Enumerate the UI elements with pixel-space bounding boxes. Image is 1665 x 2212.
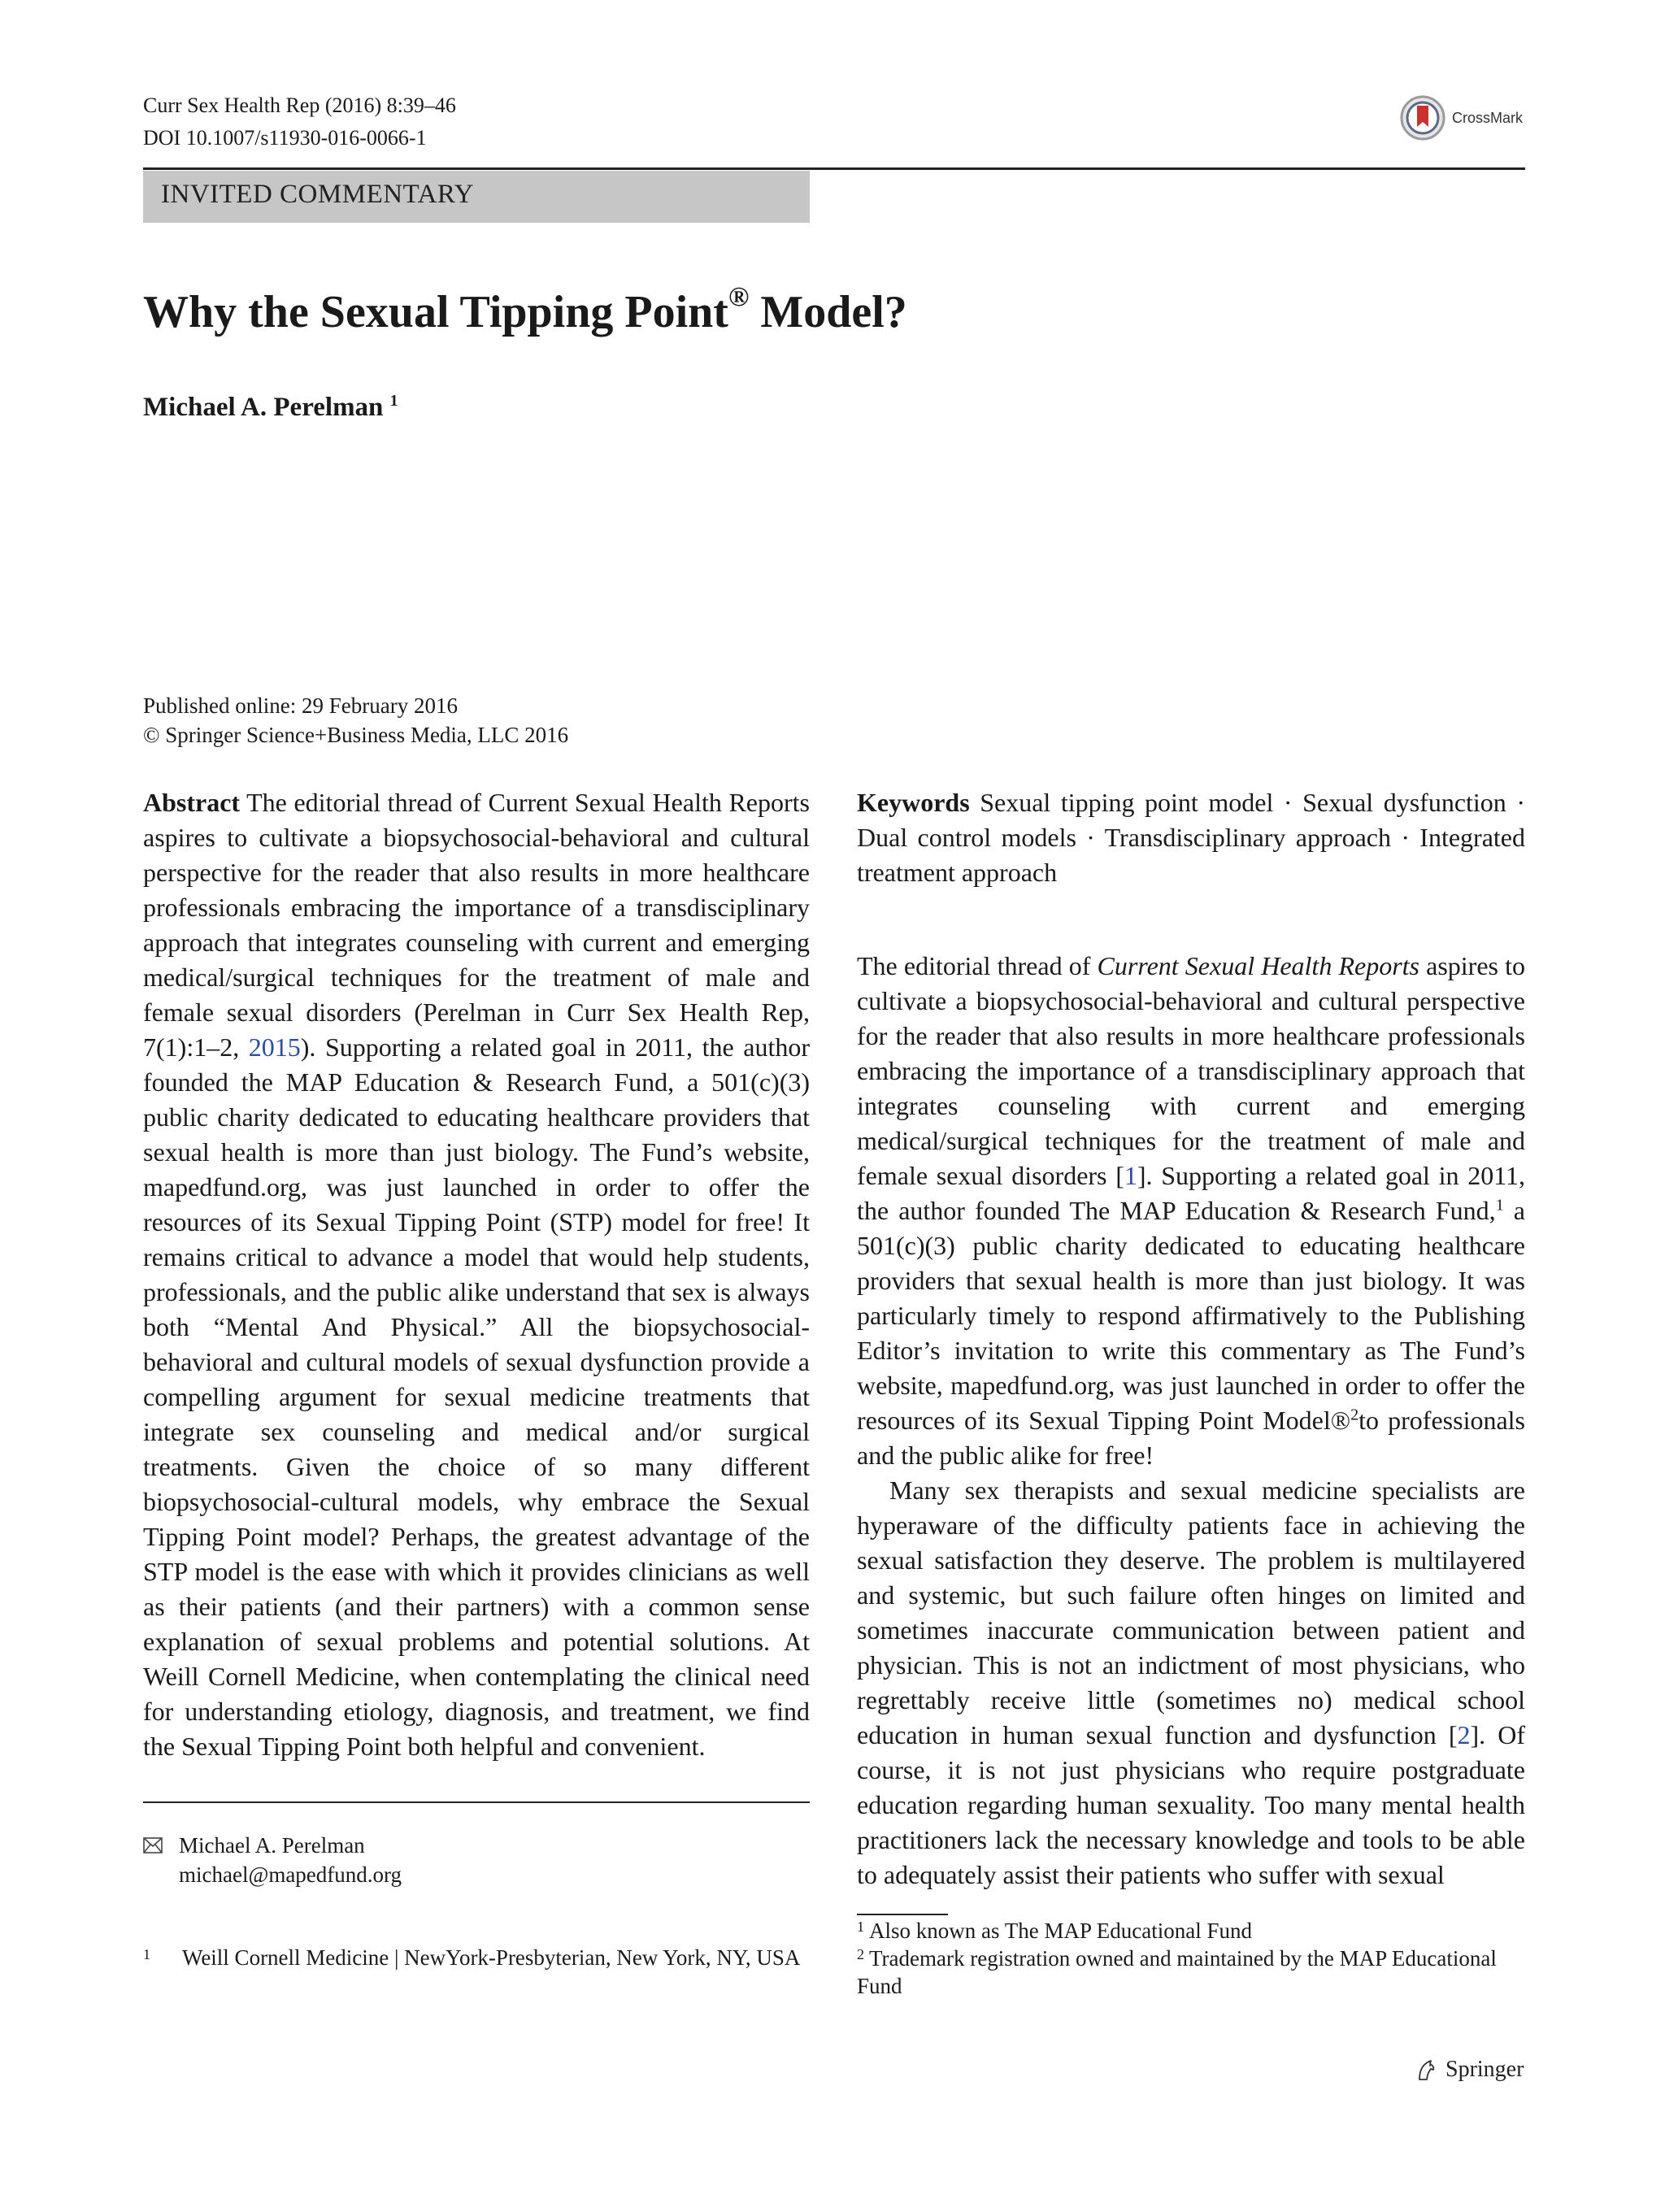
footnote-1 [857,1917,1525,1945]
footnote-number: 2 [857,1946,864,1962]
body-paragraph-1 [857,949,1525,1473]
author-line [143,393,398,423]
journal-line: Curr Sex Health Rep (2016) 8:39–46 [143,93,456,117]
doi-line[interactable]: DOI 10.1007/s11930-016-0066-1 [143,126,427,150]
abstract-citation-link[interactable]: 2015 [248,1032,301,1062]
title-end: Model? [749,287,907,337]
article-title [143,282,907,338]
body-text-span: ]. Supporting a related goal in 2011, the author founded The MAP Education & Research Fund, [857,1161,1526,1225]
crossmark-badge[interactable] [1400,91,1530,145]
affiliation-number: 1 [143,1946,150,1962]
footnote-marker-2[interactable]: 2 [1350,1406,1359,1424]
affiliation [143,1943,810,1972]
body-text-span: ]. Of course, it is not just physicians who require postgraduate education regarding human sexuality. Too many mental health practitioners lack the necessary knowledge and tools to be able to adequately assist their patients who suffer with sexual [857,1720,1526,1889]
author-affiliation-mark: 1 [389,392,398,410]
abstract-label: Abstract [143,788,241,817]
reference-link-2[interactable]: 2 [1457,1720,1471,1749]
body-text-span: Many sex therapists and sexual medicine specialists are hyperaware of the difficulty patients face in achieving the sexual satisfaction they deserve. The problem is multilayered and systemic, but such failure often hinges on limited and sometimes inaccurate communication between patient and physician. This is not an indictment of most physicians, who regrettably receive little (sometimes no) medical school education in human sexual function and dysfunction [ [857,1475,1525,1749]
abstract [143,785,810,1764]
crossmark-icon [1400,95,1445,141]
author-name: Michael A. Perelman [143,393,384,422]
contact-rule [143,1801,810,1803]
footnote-text: Also known as The MAP Educational Fund [869,1919,1252,1943]
contact-name: Michael A. Perelman [179,1833,365,1858]
abstract-text-2: ). Supporting a related goal in 2011, the author founded the MAP Education & Research Fund, a 501(c)(3) public charity dedicated to educating healthcare providers that sexual health is more than just biology. The Fund’s website, mapedfund.org, was just launched in order to offer the resources of its Sexual Tipping Point (STP) model for free! It remains critical to advance a model that would help students, professionals, and the public alike understand that sex is always both “Mental And Physical.” All the biopsychosocial-behavioral and cultural models of sexual dysfunction provide a compelling argument for sexual medicine treatments that integrate sex counseling and medical and/or surgical treatments. Given the choice of so many different biopsychosocial-cultural models, why embrace the Sexual Tipping Point model? Perhaps, the greatest advantage of the STP model is the ease with which it provides clinicians as well as their patients (and their partners) with a common sense explanation of sexual problems and potential solutions. At Weill Cornell Medicine, when contemplating the clinical need for understanding etiology, diagnosis, and treatment, we find the Sexual Tipping Point both helpful and convenient. [143,1032,811,1761]
title-trademark: ® [728,282,750,312]
abstract-text-1: The editorial thread of Current Sexual Health Reports aspires to cultivate a biopsychosocial-behavioral and cultural perspective for the reader that also results in more healthcare professionals embracing the importance of a transdisciplinary approach that integrates counseling with current and emerging medical/surgical techniques for the treatment of male and female sexual disorders (Perelman in Curr Sex Health Rep, 7(1):1–2, [143,788,810,1062]
footnote-2 [857,1945,1525,2000]
keywords [857,785,1525,890]
header-rule [143,167,1525,170]
envelope-icon [143,1837,163,1853]
body-text-span: The editorial thread of [857,951,1098,980]
keywords-text: Sexual tipping point model · Sexual dysfunction · Dual control models · Transdisciplinary approach · Integrated treatment approach [857,788,1525,887]
affiliation-text: Weill Cornell Medicine | NewYork-Presbyterian, New York, NY, USA [182,1945,801,1970]
title-text: Why the Sexual Tipping Point [143,287,728,337]
body-paragraph-2 [857,1473,1525,1893]
section-tag-label: INVITED COMMENTARY [161,180,474,209]
footnote-number: 1 [857,1919,864,1935]
crossmark-label: CrossMark [1452,109,1524,126]
footnotes [857,1917,1525,2000]
springer-horse-icon [1413,2057,1439,2083]
corresponding-author [143,1831,402,1889]
journal-name-italic: Current Sexual Health Reports [1097,951,1419,980]
published-date: Published online: 29 February 2016 [143,693,458,718]
contact-email[interactable]: michael@mapedfund.org [179,1862,402,1887]
publisher-name: Springer [1445,2057,1524,2082]
keywords-label: Keywords [857,788,970,817]
footnote-marker-1[interactable]: 1 [1495,1196,1504,1215]
body-text-span: a 501(c)(3) public charity dedicated to educating healthcare providers that sexual health is more than just biology. It was particularly timely to respond affirmatively to the Publishing Editor’s invitation to write this commentary as The Fund’s website, mapedfund.org, was just launched in order to offer the resources of its Sexual Tipping Point Model® [857,1196,1526,1435]
section-tag [143,171,810,223]
footnote-rule [857,1914,948,1915]
publication-info [143,691,568,750]
copyright-line: © Springer Science+Business Media, LLC 2016 [143,723,569,747]
reference-link-1[interactable]: 1 [1124,1161,1137,1190]
journal-citation [143,89,456,154]
publisher-logo [1413,2057,1524,2083]
body-text-span: aspires to cultivate a biopsychosocial-behavioral and cultural perspective for the reader that also results in more healthcare professionals embracing the importance of a transdisciplinary approach that integrates counseling with current and emerging medical/surgical techniques for the treatment of male and female sexual disorders [ [857,951,1526,1190]
body-text-span: to professionals and the public alike for free! [857,1406,1526,1470]
footnote-text: Trademark registration owned and maintained by the MAP Educational Fund [857,1946,1497,1998]
body-text [857,949,1525,1893]
